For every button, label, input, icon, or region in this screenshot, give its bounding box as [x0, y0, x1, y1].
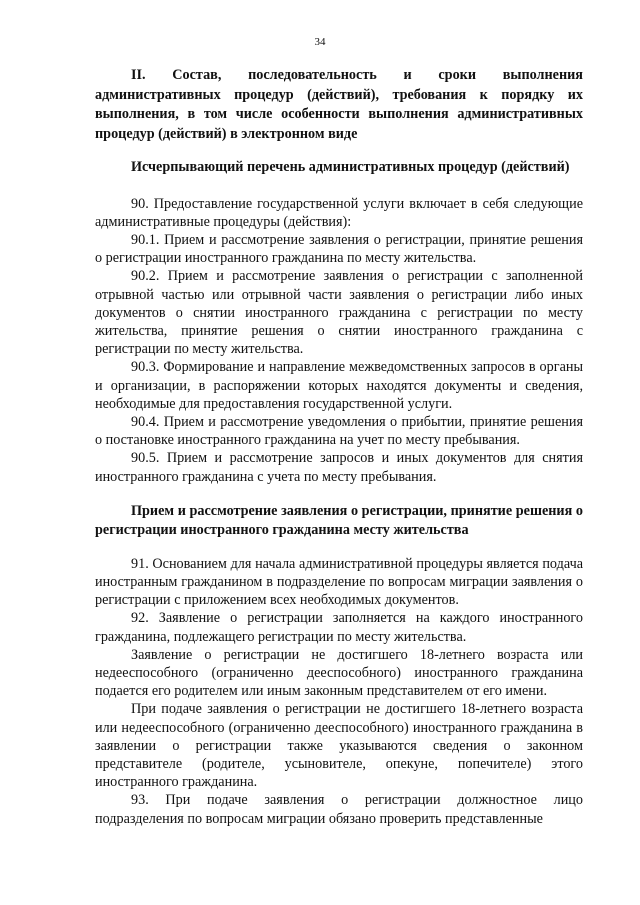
subsection-title-procedures-list: Исчерпывающий перечень административных процедур (действий): [131, 159, 570, 175]
paragraph-90-3: 90.3. Формирование и направление межведомственных запросов в органы и организации, в распоряжении которых находятся документы и сведения, необходимые для предоставления государственной услуги.: [95, 359, 583, 412]
paragraph-90-5: 90.5. Прием и рассмотрение запросов и иных документов для снятия иностранного гражданина с учета по месту пребывания.: [95, 450, 583, 485]
paragraph-91: 91. Основанием для начала административной процедуры является подача иностранным гражданином в подразделение по вопросам миграции заявления о регистрации с приложением всех необходимых документов.: [95, 555, 583, 609]
paragraph-90-4: 90.4. Прием и рассмотрение уведомления о прибытии, принятие решения о постановке иностранного гражданина на учет по месту пребывания.: [95, 413, 583, 449]
paragraph-92: 92. Заявление о регистрации заполняется на каждого иностранного гражданина, подлежащего регистрации по месту жительства.: [95, 610, 583, 645]
document-body: [95, 66, 583, 827]
page-number: 34: [314, 36, 326, 48]
subsection-title-registration: Прием и рассмотрение заявления о регистрации, принятие решения о регистрации иностранного гражданина месту жительства: [95, 502, 583, 539]
paragraph-90-1: 90.1. Прием и рассмотрение заявления о регистрации, принятие решения о регистрации иностранного гражданина по месту жительства.: [95, 231, 583, 267]
procedures-list: [95, 195, 583, 486]
section-title: II. Состав, последовательность и сроки выполнения административных процедур (действий), требования к порядку их выполнения, в том числе особенности выполнения административных процедур (действий) в электронном виде: [95, 67, 583, 142]
paragraph-90-2: 90.2. Прием и рассмотрение заявления о регистрации с заполненной отрывной частью или отрывной части заявления о регистрации либо иных документов о снятии иностранного гражданина с регистрации по месту жительства, принятие решения о снятии иностранного гражданина с регистрации по месту жительства.: [95, 268, 583, 358]
paragraph-92-minor: Заявление о регистрации не достигшего 18-летнего возраста или недееспособного (ограниченно дееспособного) иностранного гражданина подается его родителем или иным законным представителем от его имени.: [95, 646, 583, 700]
paragraph-93: 93. При подаче заявления о регистрации должностное лицо подразделения по вопросам миграции обязано проверить представленные: [95, 792, 583, 827]
registration-procedure-text: [95, 555, 583, 828]
paragraph-92-representative: При подаче заявления о регистрации не достигшего 18-летнего возраста или недееспособного (ограниченно дееспособного) иностранного гражданина в заявлении о регистрации также указываются сведения о законном представителе (родителе, усыновителе, опекуне, попечителе) этого иностранного гражданина.: [95, 701, 583, 791]
paragraph-90: 90. Предоставление государственной услуги включает в себя следующие административные процедуры (действия):: [95, 195, 583, 230]
